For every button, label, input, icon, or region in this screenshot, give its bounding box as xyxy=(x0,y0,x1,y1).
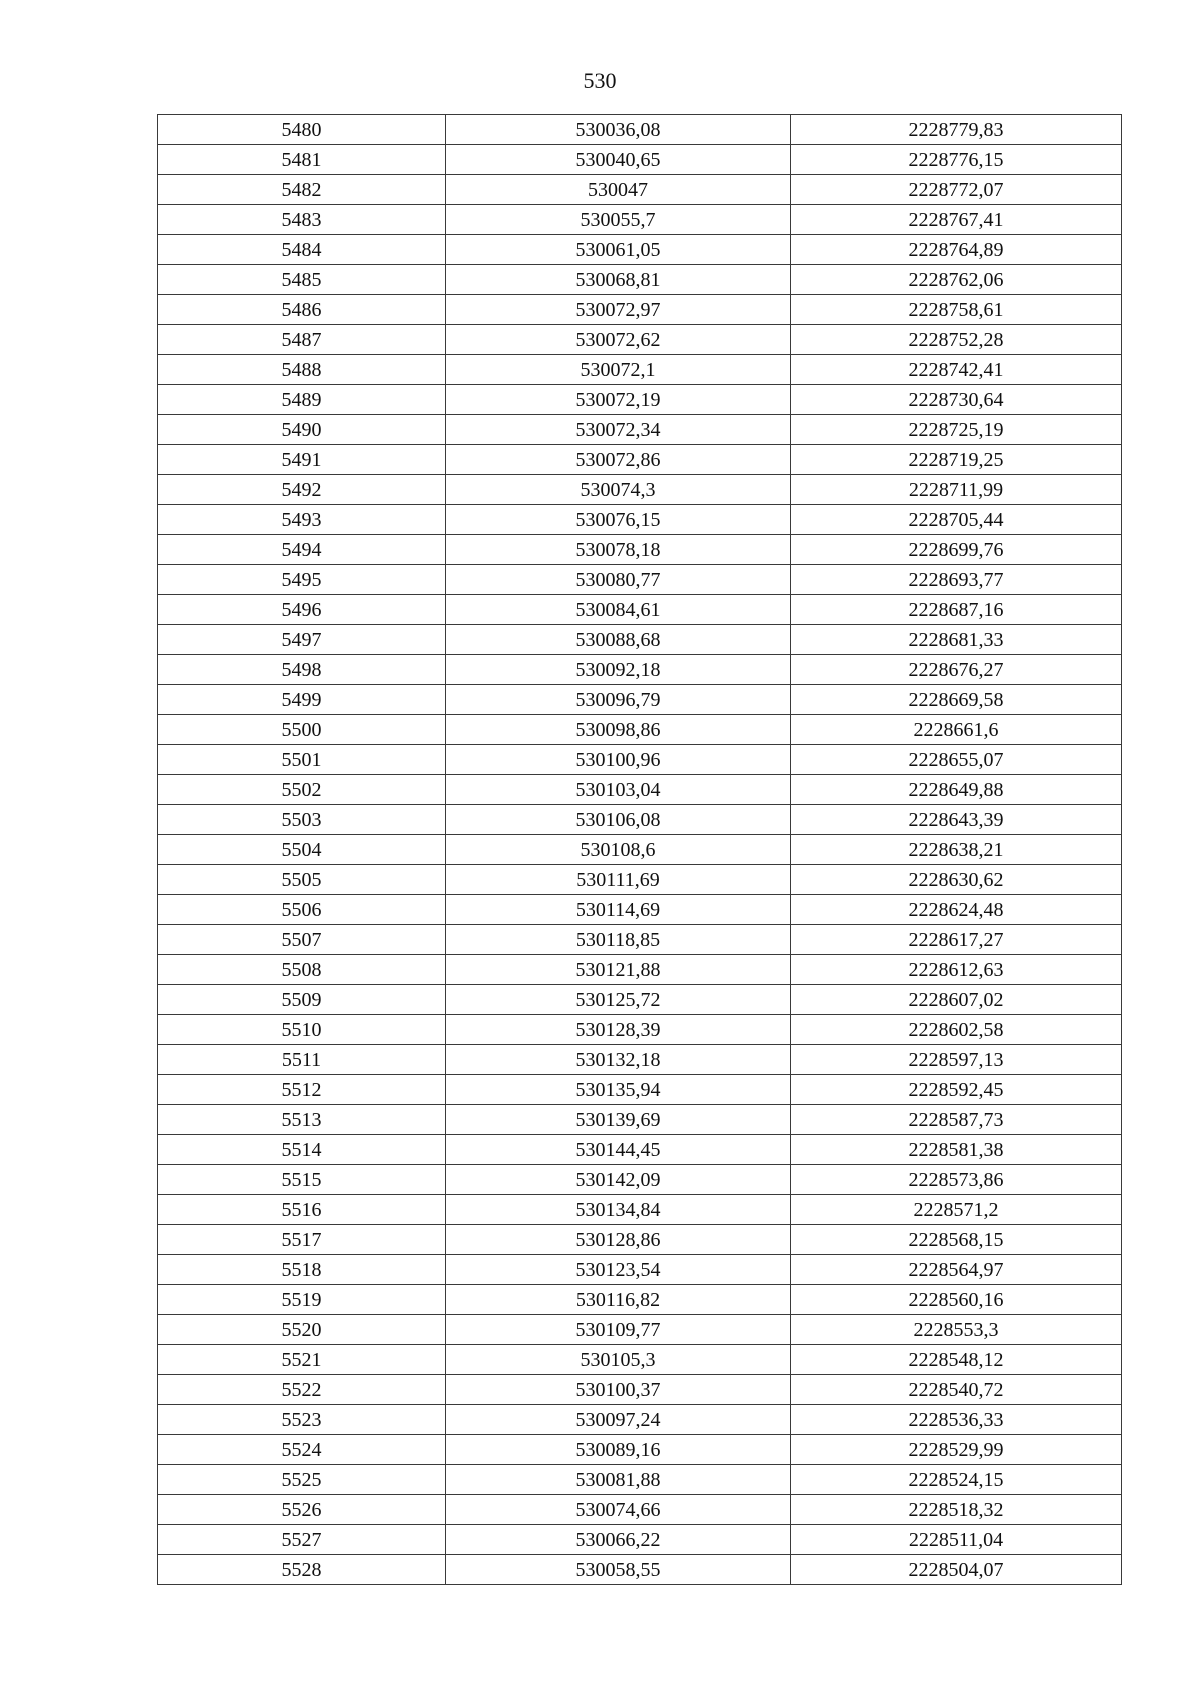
point-number-cell: 5526 xyxy=(158,1495,446,1525)
table-row xyxy=(158,1045,1122,1075)
point-number-cell: 5528 xyxy=(158,1555,446,1585)
y-coordinate-cell: 2228649,88 xyxy=(791,775,1122,805)
x-coordinate-cell: 530106,08 xyxy=(446,805,791,835)
table-row xyxy=(158,175,1122,205)
y-coordinate-cell: 2228742,41 xyxy=(791,355,1122,385)
y-coordinate-cell: 2228655,07 xyxy=(791,745,1122,775)
y-coordinate-cell: 2228699,76 xyxy=(791,535,1122,565)
y-coordinate-cell: 2228518,32 xyxy=(791,1495,1122,1525)
point-number-cell: 5513 xyxy=(158,1105,446,1135)
table-row xyxy=(158,1435,1122,1465)
y-coordinate-cell: 2228687,16 xyxy=(791,595,1122,625)
table-row xyxy=(158,775,1122,805)
point-number-cell: 5481 xyxy=(158,145,446,175)
x-coordinate-cell: 530105,3 xyxy=(446,1345,791,1375)
y-coordinate-cell: 2228730,64 xyxy=(791,385,1122,415)
x-coordinate-cell: 530109,77 xyxy=(446,1315,791,1345)
point-number-cell: 5502 xyxy=(158,775,446,805)
y-coordinate-cell: 2228693,77 xyxy=(791,565,1122,595)
point-number-cell: 5497 xyxy=(158,625,446,655)
x-coordinate-cell: 530068,81 xyxy=(446,265,791,295)
y-coordinate-cell: 2228553,3 xyxy=(791,1315,1122,1345)
table-row xyxy=(158,985,1122,1015)
point-number-cell: 5521 xyxy=(158,1345,446,1375)
table-row xyxy=(158,805,1122,835)
coordinates-table-body xyxy=(158,115,1122,1585)
x-coordinate-cell: 530055,7 xyxy=(446,205,791,235)
x-coordinate-cell: 530088,68 xyxy=(446,625,791,655)
table-row xyxy=(158,1165,1122,1195)
table-row xyxy=(158,145,1122,175)
table-row xyxy=(158,235,1122,265)
x-coordinate-cell: 530096,79 xyxy=(446,685,791,715)
table-row xyxy=(158,1495,1122,1525)
table-row xyxy=(158,1105,1122,1135)
x-coordinate-cell: 530072,62 xyxy=(446,325,791,355)
point-number-cell: 5487 xyxy=(158,325,446,355)
x-coordinate-cell: 530076,15 xyxy=(446,505,791,535)
y-coordinate-cell: 2228564,97 xyxy=(791,1255,1122,1285)
x-coordinate-cell: 530132,18 xyxy=(446,1045,791,1075)
table-row xyxy=(158,415,1122,445)
point-number-cell: 5508 xyxy=(158,955,446,985)
table-row xyxy=(158,1255,1122,1285)
table-row xyxy=(158,205,1122,235)
table-row xyxy=(158,925,1122,955)
x-coordinate-cell: 530078,18 xyxy=(446,535,791,565)
y-coordinate-cell: 2228540,72 xyxy=(791,1375,1122,1405)
table-row xyxy=(158,835,1122,865)
x-coordinate-cell: 530040,65 xyxy=(446,145,791,175)
y-coordinate-cell: 2228568,15 xyxy=(791,1225,1122,1255)
y-coordinate-cell: 2228524,15 xyxy=(791,1465,1122,1495)
y-coordinate-cell: 2228705,44 xyxy=(791,505,1122,535)
x-coordinate-cell: 530134,84 xyxy=(446,1195,791,1225)
point-number-cell: 5492 xyxy=(158,475,446,505)
x-coordinate-cell: 530139,69 xyxy=(446,1105,791,1135)
x-coordinate-cell: 530116,82 xyxy=(446,1285,791,1315)
page-number: 530 xyxy=(583,68,617,93)
point-number-cell: 5485 xyxy=(158,265,446,295)
table-row xyxy=(158,1405,1122,1435)
table-row xyxy=(158,685,1122,715)
y-coordinate-cell: 2228617,27 xyxy=(791,925,1122,955)
point-number-cell: 5489 xyxy=(158,385,446,415)
table-row xyxy=(158,1225,1122,1255)
x-coordinate-cell: 530100,96 xyxy=(446,745,791,775)
point-number-cell: 5483 xyxy=(158,205,446,235)
table-row xyxy=(158,1075,1122,1105)
x-coordinate-cell: 530072,1 xyxy=(446,355,791,385)
y-coordinate-cell: 2228504,07 xyxy=(791,1555,1122,1585)
table-row xyxy=(158,955,1122,985)
x-coordinate-cell: 530128,39 xyxy=(446,1015,791,1045)
table-row xyxy=(158,265,1122,295)
y-coordinate-cell: 2228581,38 xyxy=(791,1135,1122,1165)
x-coordinate-cell: 530058,55 xyxy=(446,1555,791,1585)
point-number-cell: 5495 xyxy=(158,565,446,595)
x-coordinate-cell: 530100,37 xyxy=(446,1375,791,1405)
y-coordinate-cell: 2228779,83 xyxy=(791,115,1122,145)
x-coordinate-cell: 530074,66 xyxy=(446,1495,791,1525)
y-coordinate-cell: 2228573,86 xyxy=(791,1165,1122,1195)
y-coordinate-cell: 2228752,28 xyxy=(791,325,1122,355)
table-row xyxy=(158,445,1122,475)
point-number-cell: 5507 xyxy=(158,925,446,955)
y-coordinate-cell: 2228612,63 xyxy=(791,955,1122,985)
point-number-cell: 5520 xyxy=(158,1315,446,1345)
x-coordinate-cell: 530142,09 xyxy=(446,1165,791,1195)
x-coordinate-cell: 530135,94 xyxy=(446,1075,791,1105)
point-number-cell: 5506 xyxy=(158,895,446,925)
y-coordinate-cell: 2228529,99 xyxy=(791,1435,1122,1465)
table-row xyxy=(158,1015,1122,1045)
x-coordinate-cell: 530097,24 xyxy=(446,1405,791,1435)
point-number-cell: 5504 xyxy=(158,835,446,865)
y-coordinate-cell: 2228638,21 xyxy=(791,835,1122,865)
table-row xyxy=(158,1525,1122,1555)
point-number-cell: 5517 xyxy=(158,1225,446,1255)
x-coordinate-cell: 530108,6 xyxy=(446,835,791,865)
y-coordinate-cell: 2228764,89 xyxy=(791,235,1122,265)
x-coordinate-cell: 530074,3 xyxy=(446,475,791,505)
table-row xyxy=(158,715,1122,745)
y-coordinate-cell: 2228643,39 xyxy=(791,805,1122,835)
y-coordinate-cell: 2228676,27 xyxy=(791,655,1122,685)
y-coordinate-cell: 2228711,99 xyxy=(791,475,1122,505)
table-row xyxy=(158,865,1122,895)
point-number-cell: 5494 xyxy=(158,535,446,565)
table-row xyxy=(158,1345,1122,1375)
table-row xyxy=(158,115,1122,145)
point-number-cell: 5490 xyxy=(158,415,446,445)
y-coordinate-cell: 2228597,13 xyxy=(791,1045,1122,1075)
x-coordinate-cell: 530128,86 xyxy=(446,1225,791,1255)
table-row xyxy=(158,505,1122,535)
table-row xyxy=(158,1375,1122,1405)
x-coordinate-cell: 530118,85 xyxy=(446,925,791,955)
x-coordinate-cell: 530121,88 xyxy=(446,955,791,985)
point-number-cell: 5484 xyxy=(158,235,446,265)
y-coordinate-cell: 2228725,19 xyxy=(791,415,1122,445)
point-number-cell: 5499 xyxy=(158,685,446,715)
y-coordinate-cell: 2228719,25 xyxy=(791,445,1122,475)
point-number-cell: 5509 xyxy=(158,985,446,1015)
y-coordinate-cell: 2228624,48 xyxy=(791,895,1122,925)
point-number-cell: 5496 xyxy=(158,595,446,625)
y-coordinate-cell: 2228767,41 xyxy=(791,205,1122,235)
table-row xyxy=(158,475,1122,505)
x-coordinate-cell: 530084,61 xyxy=(446,595,791,625)
table-row xyxy=(158,565,1122,595)
x-coordinate-cell: 530072,97 xyxy=(446,295,791,325)
point-number-cell: 5525 xyxy=(158,1465,446,1495)
table-row xyxy=(158,295,1122,325)
point-number-cell: 5523 xyxy=(158,1405,446,1435)
coordinates-table xyxy=(157,114,1122,1585)
point-number-cell: 5518 xyxy=(158,1255,446,1285)
table-row xyxy=(158,1195,1122,1225)
table-row xyxy=(158,535,1122,565)
y-coordinate-cell: 2228548,12 xyxy=(791,1345,1122,1375)
x-coordinate-cell: 530089,16 xyxy=(446,1435,791,1465)
x-coordinate-cell: 530103,04 xyxy=(446,775,791,805)
y-coordinate-cell: 2228661,6 xyxy=(791,715,1122,745)
y-coordinate-cell: 2228772,07 xyxy=(791,175,1122,205)
point-number-cell: 5512 xyxy=(158,1075,446,1105)
table-row xyxy=(158,595,1122,625)
y-coordinate-cell: 2228681,33 xyxy=(791,625,1122,655)
y-coordinate-cell: 2228560,16 xyxy=(791,1285,1122,1315)
table-row xyxy=(158,355,1122,385)
table-row xyxy=(158,745,1122,775)
point-number-cell: 5498 xyxy=(158,655,446,685)
x-coordinate-cell: 530081,88 xyxy=(446,1465,791,1495)
point-number-cell: 5505 xyxy=(158,865,446,895)
table-row xyxy=(158,1465,1122,1495)
y-coordinate-cell: 2228571,2 xyxy=(791,1195,1122,1225)
table-row xyxy=(158,1315,1122,1345)
x-coordinate-cell: 530111,69 xyxy=(446,865,791,895)
x-coordinate-cell: 530061,05 xyxy=(446,235,791,265)
table-row xyxy=(158,1135,1122,1165)
point-number-cell: 5527 xyxy=(158,1525,446,1555)
x-coordinate-cell: 530092,18 xyxy=(446,655,791,685)
table-row xyxy=(158,655,1122,685)
x-coordinate-cell: 530036,08 xyxy=(446,115,791,145)
x-coordinate-cell: 530072,34 xyxy=(446,415,791,445)
y-coordinate-cell: 2228536,33 xyxy=(791,1405,1122,1435)
x-coordinate-cell: 530125,72 xyxy=(446,985,791,1015)
y-coordinate-cell: 2228607,02 xyxy=(791,985,1122,1015)
x-coordinate-cell: 530047 xyxy=(446,175,791,205)
y-coordinate-cell: 2228511,04 xyxy=(791,1525,1122,1555)
point-number-cell: 5515 xyxy=(158,1165,446,1195)
point-number-cell: 5491 xyxy=(158,445,446,475)
table-row xyxy=(158,1555,1122,1585)
y-coordinate-cell: 2228592,45 xyxy=(791,1075,1122,1105)
point-number-cell: 5480 xyxy=(158,115,446,145)
point-number-cell: 5488 xyxy=(158,355,446,385)
y-coordinate-cell: 2228669,58 xyxy=(791,685,1122,715)
y-coordinate-cell: 2228630,62 xyxy=(791,865,1122,895)
y-coordinate-cell: 2228602,58 xyxy=(791,1015,1122,1045)
x-coordinate-cell: 530114,69 xyxy=(446,895,791,925)
point-number-cell: 5519 xyxy=(158,1285,446,1315)
point-number-cell: 5514 xyxy=(158,1135,446,1165)
x-coordinate-cell: 530072,86 xyxy=(446,445,791,475)
table-row xyxy=(158,385,1122,415)
point-number-cell: 5511 xyxy=(158,1045,446,1075)
y-coordinate-cell: 2228587,73 xyxy=(791,1105,1122,1135)
point-number-cell: 5524 xyxy=(158,1435,446,1465)
x-coordinate-cell: 530123,54 xyxy=(446,1255,791,1285)
table-row xyxy=(158,1285,1122,1315)
table-row xyxy=(158,625,1122,655)
y-coordinate-cell: 2228758,61 xyxy=(791,295,1122,325)
point-number-cell: 5516 xyxy=(158,1195,446,1225)
x-coordinate-cell: 530072,19 xyxy=(446,385,791,415)
point-number-cell: 5500 xyxy=(158,715,446,745)
point-number-cell: 5522 xyxy=(158,1375,446,1405)
y-coordinate-cell: 2228776,15 xyxy=(791,145,1122,175)
x-coordinate-cell: 530080,77 xyxy=(446,565,791,595)
point-number-cell: 5503 xyxy=(158,805,446,835)
point-number-cell: 5510 xyxy=(158,1015,446,1045)
point-number-cell: 5482 xyxy=(158,175,446,205)
x-coordinate-cell: 530098,86 xyxy=(446,715,791,745)
table-row xyxy=(158,895,1122,925)
x-coordinate-cell: 530066,22 xyxy=(446,1525,791,1555)
point-number-cell: 5493 xyxy=(158,505,446,535)
point-number-cell: 5486 xyxy=(158,295,446,325)
table-row xyxy=(158,325,1122,355)
point-number-cell: 5501 xyxy=(158,745,446,775)
y-coordinate-cell: 2228762,06 xyxy=(791,265,1122,295)
x-coordinate-cell: 530144,45 xyxy=(446,1135,791,1165)
